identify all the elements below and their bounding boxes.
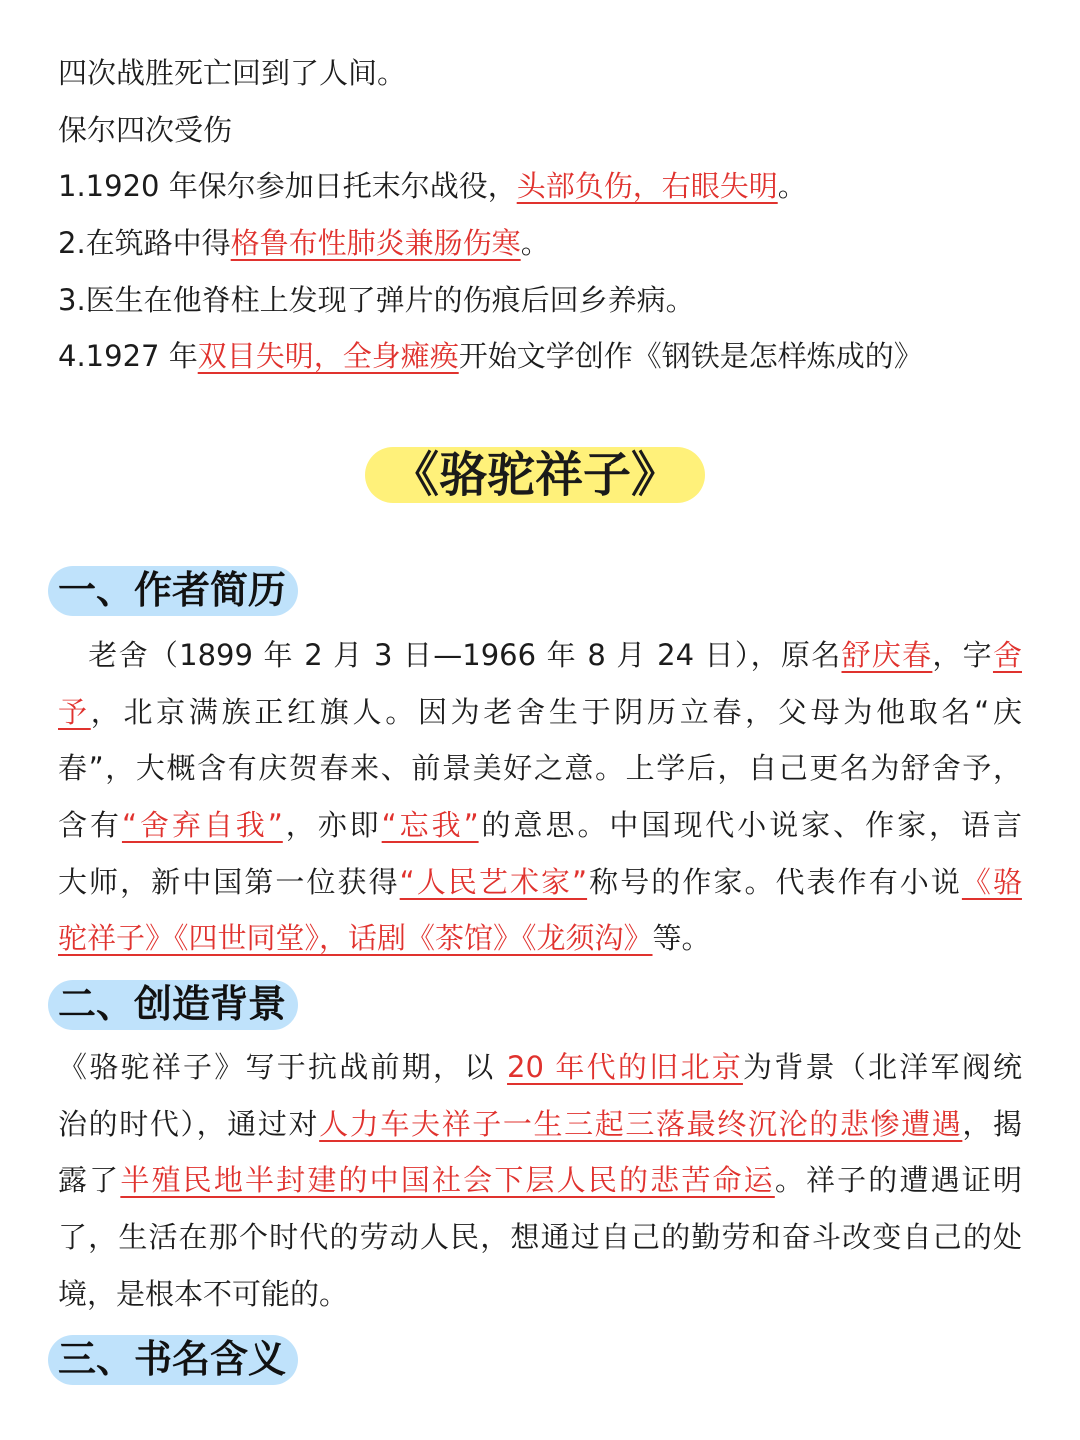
text: ，字 bbox=[932, 638, 993, 672]
highlight-text: 头部负伤，右眼失明 bbox=[516, 169, 778, 203]
background-line-5 bbox=[58, 1274, 1022, 1314]
heading-text: 一、作者简历 bbox=[58, 568, 287, 612]
background-line-2 bbox=[58, 1104, 1022, 1144]
text: 春”，大概含有庆贺春来、前景美好之意。上学后，自己更名为舒舍予， bbox=[58, 751, 1022, 785]
intro-line-5: 3.医生在他脊柱上发现了弹片的伤痕后回乡养病。 bbox=[58, 283, 695, 317]
background-line-4 bbox=[58, 1217, 1022, 1257]
text: ，揭 bbox=[962, 1107, 1022, 1141]
intro-line-3 bbox=[58, 166, 807, 206]
highlight-text: 20 年代的旧北京 bbox=[507, 1050, 743, 1084]
bio-line-5 bbox=[58, 862, 1022, 902]
highlight-text: “忘我” bbox=[381, 808, 479, 842]
text: 1.1920 年保尔参加日托末尔战役， bbox=[58, 169, 517, 203]
bio-line-3 bbox=[58, 748, 1022, 788]
text: 大师，新中国第一位获得 bbox=[58, 865, 400, 899]
intro-line-4 bbox=[58, 223, 550, 263]
text: 开始文学创作《钢铁是怎样炼成的》 bbox=[458, 339, 923, 373]
book-title bbox=[365, 440, 705, 510]
highlight-text: “舍弃自我” bbox=[121, 808, 283, 842]
text: 境，是根本不可能的。 bbox=[58, 1277, 349, 1311]
bio-line-4 bbox=[58, 805, 1022, 845]
heading-text: 二、创造背景 bbox=[58, 982, 287, 1026]
background-line-1 bbox=[58, 1047, 1022, 1087]
text: ，亦即 bbox=[282, 808, 382, 842]
highlight-text: 予 bbox=[58, 695, 91, 729]
text: 的意思。中国现代小说家、作家，语言 bbox=[478, 808, 1022, 842]
bio-line-2 bbox=[58, 692, 1022, 732]
text: 4.1927 年 bbox=[58, 339, 198, 373]
highlight-text: 驼祥子》《四世同堂》，话剧《茶馆》《龙须沟》 bbox=[58, 921, 653, 955]
text: 为背景（北洋军阀统 bbox=[742, 1050, 1022, 1084]
intro-line-2: 保尔四次受伤 bbox=[58, 113, 233, 147]
text: 等。 bbox=[652, 921, 711, 955]
highlight-text: 双目失明，全身瘫痪 bbox=[197, 339, 459, 373]
text: 含有 bbox=[58, 808, 122, 842]
highlight-text: 格鲁布性肺炎兼肠伤寒 bbox=[230, 226, 521, 260]
bio-line-1 bbox=[58, 635, 1022, 675]
highlight-text: 《骆 bbox=[961, 865, 1022, 899]
highlight-text: 舒庆春 bbox=[841, 638, 933, 672]
highlight-text: 半殖民地半封建的中国社会下层人民的悲苦命运 bbox=[120, 1163, 775, 1197]
highlight-text: “人民艺术家” bbox=[399, 865, 588, 899]
text: 。 bbox=[777, 169, 807, 203]
text: 治的时代），通过对 bbox=[58, 1107, 320, 1141]
heading-text: 三、书名含义 bbox=[58, 1337, 287, 1381]
highlight-text: 人力车夫祥子一生三起三落最终沉沦的悲惨遭遇 bbox=[319, 1107, 963, 1141]
text: 了，生活在那个时代的劳动人民，想通过自己的勤劳和奋斗改变自己的处 bbox=[58, 1220, 1022, 1254]
text: 。祥子的遭遇证明 bbox=[774, 1163, 1022, 1197]
intro-line-1: 四次战胜死亡回到了人间。 bbox=[58, 56, 407, 90]
text: 《骆驼祥子》写于抗战前期，以 bbox=[58, 1050, 508, 1084]
text: ，北京满族正红旗人。因为老舍生于阴历立春，父母为他取名“庆 bbox=[90, 695, 1022, 729]
bio-line-6 bbox=[58, 918, 1022, 958]
text: 。 bbox=[520, 226, 550, 260]
text: 老舍（1899 年 2 月 3 日—1966 年 8 月 24 日），原名 bbox=[58, 638, 842, 672]
text: 2.在筑路中得 bbox=[58, 226, 231, 260]
text: 称号的作家。代表作有小说 bbox=[587, 865, 962, 899]
book-title-text: 《骆驼祥子》 bbox=[390, 447, 679, 503]
highlight-text: 舍 bbox=[992, 638, 1022, 672]
text: 露了 bbox=[58, 1163, 121, 1197]
intro-line-6 bbox=[58, 336, 923, 376]
background-line-3 bbox=[58, 1160, 1022, 1200]
